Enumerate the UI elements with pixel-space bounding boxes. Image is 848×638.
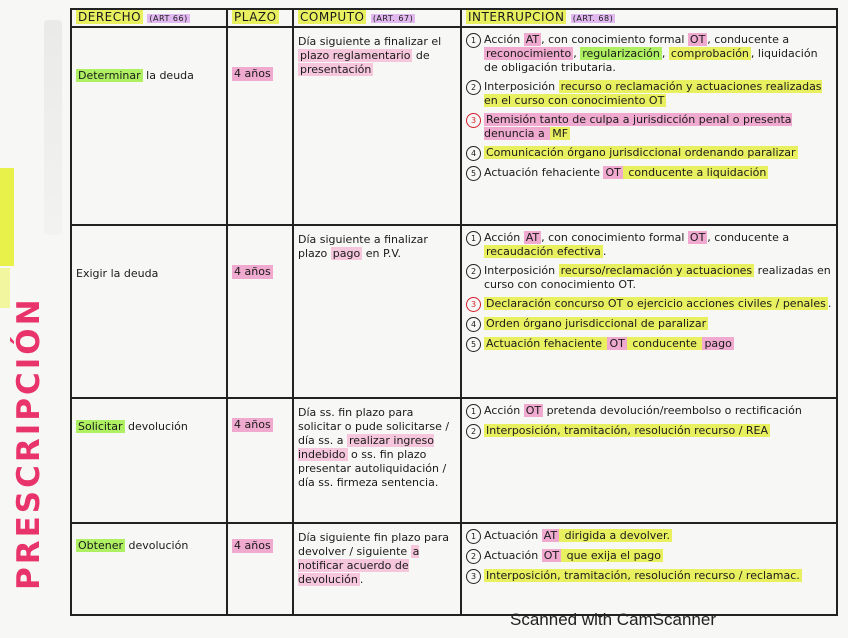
item-text: Interposición, tramitación, resolución recurso / reclamac. xyxy=(486,569,800,582)
list-item xyxy=(466,146,832,161)
computo-text: el xyxy=(427,35,442,48)
item-text: Acción AT , con conocimiento formal OT , conducente a recaudación efectiva . xyxy=(484,231,790,258)
derecho-highlight: Exigir xyxy=(76,267,108,280)
number-1-icon: 1 xyxy=(466,33,481,48)
interrupcion-cell xyxy=(461,225,837,398)
derecho-cell xyxy=(71,27,227,225)
list-item xyxy=(466,80,832,108)
number-3-icon: 3 xyxy=(466,113,481,128)
item-text: Declaración concurso OT o ejercicio acciones civiles / penales . xyxy=(486,297,832,310)
number-5-icon: 5 xyxy=(466,337,481,352)
plazo-cell xyxy=(227,398,293,523)
item-text: Comunicación órgano jurisdiccional ordenando paralizar xyxy=(486,146,796,159)
derecho-highlight: Obtener xyxy=(78,539,123,552)
header-interrupcion xyxy=(461,9,837,27)
yellow-edge-tab xyxy=(0,168,14,266)
computo-text: . xyxy=(359,573,364,586)
table-row xyxy=(71,398,837,523)
list-item xyxy=(466,404,832,419)
number-1-icon: 1 xyxy=(466,404,481,419)
plazo-cell xyxy=(227,523,293,615)
header-interrupcion-label: INTERRUPCION xyxy=(468,10,565,24)
number-2-icon: 2 xyxy=(466,549,481,564)
list-item xyxy=(466,113,832,141)
side-title: PRESCRIPCIÓN xyxy=(11,296,47,590)
computo-highlight: presentación xyxy=(300,63,372,76)
interrupcion-cell xyxy=(461,523,837,615)
computo-text: Día siguiente a finalizar xyxy=(298,35,428,48)
number-4-icon: 4 xyxy=(466,317,481,332)
header-computo-label: COMPUTO xyxy=(300,10,365,24)
list-item xyxy=(466,424,832,439)
table-row xyxy=(71,225,837,398)
list-item xyxy=(466,529,832,544)
item-text: Actuación AT dirigida a devolver. xyxy=(484,529,671,542)
item-text: Actuación fehaciente OT conducente pago xyxy=(486,337,732,350)
number-1-icon: 1 xyxy=(466,529,481,544)
plazo-text: 4 años xyxy=(234,265,271,278)
computo-cell xyxy=(293,225,461,398)
table-row xyxy=(71,27,837,225)
header-derecho-art: (ART 66) xyxy=(149,14,188,23)
header-computo-art: (ART. 67) xyxy=(372,14,414,23)
computo-highlight: a notificar acuerdo de devolución xyxy=(298,545,420,586)
bleed-through-ghost xyxy=(44,20,62,235)
derecho-text: la deuda xyxy=(142,69,194,82)
computo-text: Día siguiente a finalizar plazo xyxy=(298,233,428,260)
derecho-cell xyxy=(71,523,227,615)
computo-highlight: realizar ingreso indebido xyxy=(298,434,434,461)
computo-text: de xyxy=(412,49,430,62)
computo-text: Día ss. fin plazo para solicitar o pude solicitarse / día ss. a xyxy=(298,406,450,447)
header-derecho xyxy=(71,9,227,27)
interrupcion-cell xyxy=(461,27,837,225)
header-plazo xyxy=(227,9,293,27)
list-item xyxy=(466,317,832,332)
derecho-cell xyxy=(71,398,227,523)
watermark-text: Scanned with CamScanner xyxy=(510,610,717,629)
number-2-icon: 2 xyxy=(466,80,481,95)
list-item xyxy=(466,297,832,312)
derecho-text: la deuda xyxy=(107,267,159,280)
computo-text: Día siguiente fin plazo para devolver / siguiente xyxy=(298,531,450,558)
plazo-text: 4 años xyxy=(234,539,271,552)
computo-text: . xyxy=(434,476,439,489)
plazo-text: 4 años xyxy=(234,418,271,431)
computo-cell xyxy=(293,523,461,615)
list-item xyxy=(466,264,832,292)
number-2-icon: 2 xyxy=(466,424,481,439)
item-text: Acción OT pretenda devolución/reembolso o rectificación xyxy=(484,404,802,417)
item-text: Actuación fehaciente OT conducente a liquidación xyxy=(484,166,767,179)
derecho-text: devolución xyxy=(124,539,189,552)
prescription-table xyxy=(70,8,838,616)
item-text: Orden órgano jurisdiccional de paralizar xyxy=(486,317,707,330)
item-text: Interposición, tramitación, resolución recurso / REA xyxy=(486,424,769,437)
computo-cell xyxy=(293,27,461,225)
computo-text: o ss. fin plazo presentar autoliquidación / día ss. firmeza sentencia xyxy=(298,448,447,489)
list-item xyxy=(466,549,832,564)
derecho-text: devolución xyxy=(124,420,188,433)
list-item xyxy=(466,231,832,259)
header-plazo-label: PLAZO xyxy=(234,10,277,24)
item-text: Interposición recurso/reclamación y actuaciones realizadas en curso con conocimiento OT. xyxy=(484,264,831,291)
interrupcion-cell xyxy=(461,398,837,523)
number-1-icon: 1 xyxy=(466,231,481,246)
number-4-icon: 4 xyxy=(466,146,481,161)
plazo-cell xyxy=(227,27,293,225)
plazo-text: 4 años xyxy=(234,67,271,80)
computo-highlight: pago xyxy=(332,247,361,260)
header-interrupcion-art: (ART. 68) xyxy=(572,14,614,23)
item-text: Remisión tanto de culpa a jurisdicción penal o presenta denuncia a MF xyxy=(484,113,792,140)
plazo-cell xyxy=(227,225,293,398)
computo-highlight: plazo reglamentario xyxy=(300,49,411,62)
list-item xyxy=(466,33,832,75)
table-row xyxy=(71,523,837,615)
yellow-edge-tab-2 xyxy=(0,268,10,308)
header-row xyxy=(71,9,837,27)
number-3-icon: 3 xyxy=(466,297,481,312)
list-item xyxy=(466,569,832,584)
item-text: Acción AT , con conocimiento formal OT , conducente a reconocimiento , regularización , comprobación , liquidación de obligación tributaria. xyxy=(484,33,818,74)
header-computo xyxy=(293,9,461,27)
item-text: Actuación OT que exija el pago xyxy=(484,549,662,562)
derecho-highlight: Determinar xyxy=(78,69,141,82)
number-3-icon: 3 xyxy=(466,569,481,584)
list-item xyxy=(466,337,832,352)
computo-text: en P.V. xyxy=(362,247,401,260)
computo-cell xyxy=(293,398,461,523)
derecho-highlight: Solicitar xyxy=(78,420,123,433)
list-item xyxy=(466,166,832,181)
number-5-icon: 5 xyxy=(466,166,481,181)
header-derecho-label: DERECHO xyxy=(78,10,142,24)
derecho-cell xyxy=(71,225,227,398)
item-text: Interposición recurso o reclamación y actuaciones realizadas en el curso con conocimiento OT xyxy=(484,80,822,107)
number-2-icon: 2 xyxy=(466,264,481,279)
